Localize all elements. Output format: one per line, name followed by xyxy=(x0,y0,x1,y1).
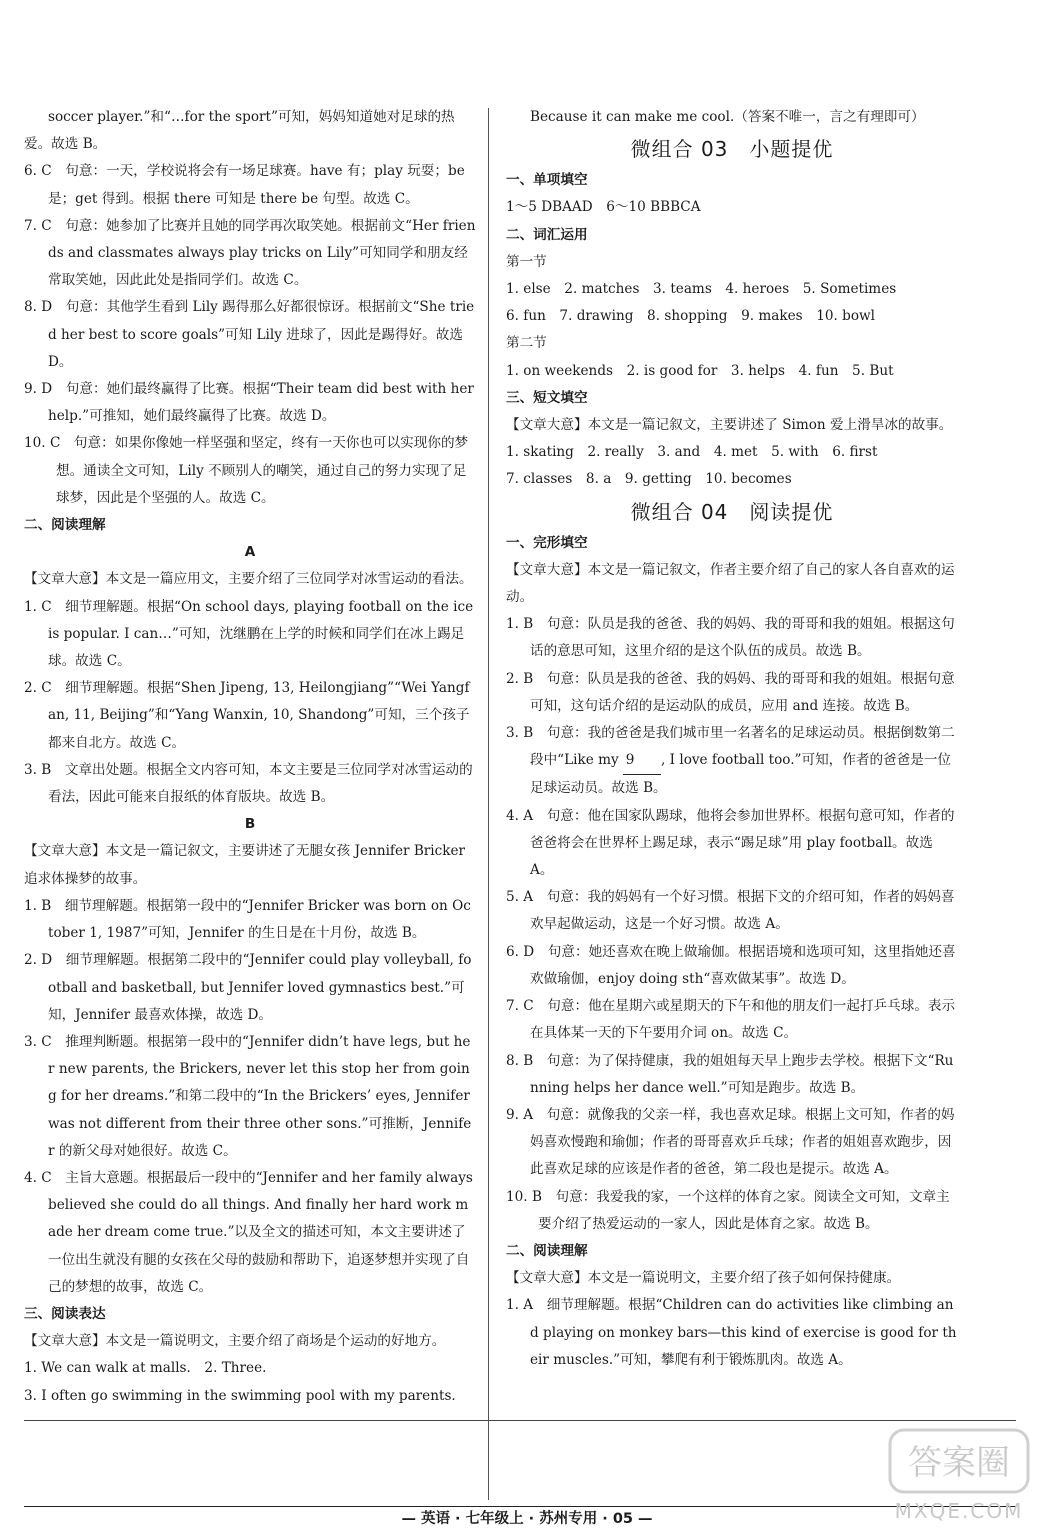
answer-line: 1. skating 2. really 3. and 4. met 5. with 6. first xyxy=(506,444,878,461)
answer-item: 3. B 文章出处题。根据全文内容可知，本文主要是三位同学对冰雪运动的看法，因此可能来自报纸的体育版块。故选 B。 xyxy=(24,761,473,806)
summary: 【文章大意】本文是一篇说明文，主要介绍了孩子如何保持健康。 xyxy=(506,1270,901,1287)
answer-line: 1. on weekends 2. is good for 3. helps 4. fun 5. But xyxy=(506,362,894,379)
summary-tag: 【文章大意】 xyxy=(506,561,588,578)
answer-item: 4. C 主旨大意题。根据最后一段中的“Jennifer and her family always believed she could do all things. And finally her hard work made her dream come true.”以及全文的描述可知，本文主要讲述了一位出生就没有腿的女孩在父母的鼓励和帮助下，追逐梦想并实现了自己的梦想的故事，故选 C。 xyxy=(24,1169,473,1295)
answer-item: 7. C 句意：他在星期六或星期天的下午和他的朋友们一起打乒乓球。表示在具体某一天的下午要用介词 on。故选 C。 xyxy=(506,998,956,1042)
passage-heading-b: B xyxy=(244,816,256,833)
answer-item: 6. D 句意：她还喜欢在晚上做瑜伽。根据语境和选项可知，这里指她还喜欢做瑜伽，enjoy doing sth“喜欢做某事”。故选 D。 xyxy=(506,943,956,987)
page-footer: — 英语 · 七年级上 · 苏州专用 · 05 — xyxy=(401,1511,653,1527)
section-heading: 一、单项填空 xyxy=(506,172,588,189)
answer-item: 4. A 句意：他在国家队踢球，他将会参加世界杯。根据句意可知，作者的爸爸将会在世界杯上踢足球，表示“踢足球”用 play football。故选 A。 xyxy=(506,807,955,879)
paragraph: soccer player.”和“…for the sport”可知，妈妈知道她对足球的热爱。故选 B。 xyxy=(24,109,455,153)
section-heading: 二、词汇运用 xyxy=(506,226,588,243)
answer-item: 2. B 句意：队员是我的爸爸、我的妈妈、我的哥哥和我的姐姐。根据句意可知，这句话介绍的是运动队的成员，应用 and 连接。故选 B。 xyxy=(506,670,955,714)
answer-item: 2. D 细节理解题。根据第二段中的“Jennifer could play volleyball, football and basketball, but Jennifer loved gymnastics best.”可知，Jennifer 最喜欢体操，故选 D。 xyxy=(24,952,472,1023)
section-heading: 二、阅读理解 xyxy=(506,1242,588,1259)
section-heading: 二、阅读理解 xyxy=(24,517,106,534)
left-column xyxy=(24,104,476,1410)
answer-item: 1. We can walk at malls. 2. Three. xyxy=(24,1360,267,1377)
answer-item: 5. A 句意：我的妈妈有一个好习惯。根据下文的介绍可知，作者的妈妈喜欢早起做运动，这是一个好习惯。故选 A。 xyxy=(506,889,955,933)
section-heading: 三、短文填空 xyxy=(506,389,588,406)
answer-item: 8. D 句意：其他学生看到 Lily 踢得那么好都很惊讶。根据前文“She tried her best to score goals”可知 Lily 进球了，因此是踢得好。故选 D。 xyxy=(24,299,475,370)
passage-heading-a: A xyxy=(244,544,256,561)
watermark-line2: MXQE.COM xyxy=(894,1499,1024,1523)
answer-item: 1. B 句意：队员是我的爸爸、我的妈妈、我的哥哥和我的姐姐。根据这句话的意思可知，这里介绍的是这个队伍的成员。故选 B。 xyxy=(506,616,955,660)
answer-item: 3. C 推理判断题。根据第一段中的“Jennifer didn’t have legs, but her new parents, the Brickers, never let this stop her from going for her dreams.”和第二段中的“In the Brickers’ eyes, Jennifer was not different from their three other sons.”可推断，Jennifer 的新父母对她很好。故选 C。 xyxy=(24,1033,472,1159)
sub-heading: 第一节 xyxy=(506,253,547,270)
answer-item: 8. B 句意：为了保持健康，我的姐姐每天早上跑步去学校。根据下文“Running helps her dance well.”可知是跑步。故选 B。 xyxy=(506,1052,954,1096)
answer-item: 9. A 句意：就像我的父亲一样，我也喜欢足球。根据上文可知，作者的妈妈喜欢慢跑和瑜伽；作者的哥哥喜欢乒乓球；作者的姐姐喜欢跑步，因此喜欢足球的应该是作者的爸爸，第二段也是提示。故选 A。 xyxy=(506,1106,955,1178)
answer-item: 9. D 句意：她们最终赢得了比赛。根据“Their team did best with her help.”可推知，她们最终赢得了比赛。故选 D。 xyxy=(24,381,474,425)
section-title-04: 微组合 04 阅读提优 xyxy=(630,499,834,524)
summary-tag: 【文章大意】 xyxy=(24,571,106,588)
right-column xyxy=(506,104,958,1374)
answer-item: 2. C 细节理解题。根据“Shen Jipeng, 13, Heilongjiang”“Wei Yangfan, 11, Beijing”和“Yang Wanxin, 10, Shandong”可知，三个孩子都来自北方。故选 C。 xyxy=(24,680,470,751)
watermark-line1: 答案圈 xyxy=(908,1443,1010,1483)
summary-tag: 【文章大意】 xyxy=(506,417,588,434)
answer-item: 6. C 句意：一天，学校说将会有一场足球赛。have 有；play 玩耍；be 是；get 得到。根据 there 可知是 there be 句型。故选 C。 xyxy=(24,163,465,207)
answer-item: 3. B 句意：我的爸爸是我们城市里一名著名的足球运动员。根据倒数第二段中“Like my 9 , I love football too.”可知，作者的爸爸是一位足球运动员。故选 B。 xyxy=(506,725,955,797)
summary-tag: 【文章大意】 xyxy=(506,1270,588,1287)
summary: 【文章大意】本文是一篇说明文，主要介绍了商场是个运动的好地方。 xyxy=(24,1333,446,1350)
answer-item: 10. B 句意：我爱我的家，一个这样的体育之家。阅读全文可知，文章主要介绍了热爱运动的一家人，因此是体育之家。故选 B。 xyxy=(506,1188,950,1232)
answer-continuation: Because it can make me cool.（答案不唯一，言之有理即可） xyxy=(530,109,925,125)
bottom-rule xyxy=(24,1420,1016,1421)
summary: 【文章大意】本文是一篇记叙文，主要讲述了无腿女孩 Jennifer Bricker 追求体操梦的故事。 xyxy=(24,843,466,887)
section-heading: 三、阅读表达 xyxy=(24,1305,106,1322)
watermark-logo xyxy=(874,1424,1044,1532)
column-divider xyxy=(488,108,489,1500)
answer-item: 7. C 句意：她参加了比赛并且她的同学再次取笑她。根据前文“Her friends and classmates always play tricks on Lily”可知同学和朋友经常取笑她，因此此处是指同学们。故选 C。 xyxy=(24,217,476,289)
answer-line: 6. fun 7. drawing 8. shopping 9. makes 10. bowl xyxy=(506,308,876,325)
answer-item: 1. C 细节理解题。根据“On school days, playing football on the ice is popular. I can…”可知，沈继鹏在上学的时候和同学们在冰上踢足球。故选 C。 xyxy=(24,598,474,670)
answer-line: 7. classes 8. a 9. getting 10. becomes xyxy=(506,471,792,488)
blank-number: 9 xyxy=(623,747,661,775)
summary-tag: 【文章大意】 xyxy=(24,1333,106,1350)
summary: 【文章大意】本文是一篇应用文，主要介绍了三位同学对冰雪运动的看法。 xyxy=(24,571,473,588)
section-heading: 一、完形填空 xyxy=(506,534,588,551)
answer-item: 3. I often go swimming in the swimming pool with my parents. xyxy=(24,1387,456,1404)
summary: 【文章大意】本文是一篇记叙文，作者主要介绍了自己的家人各自喜欢的运动。 xyxy=(506,561,955,606)
section-title-03: 微组合 03 小题提优 xyxy=(630,137,834,162)
answer-item: 1. B 细节理解题。根据第一段中的“Jennifer Bricker was born on October 1, 1987”可知，Jennifer 的生日是在十月份，故选 B。 xyxy=(24,897,471,942)
summary-tag: 【文章大意】 xyxy=(24,843,106,860)
footer-rule xyxy=(24,1506,1016,1507)
answer-line: 1. else 2. matches 3. teams 4. heroes 5. Sometimes xyxy=(506,281,897,298)
answer-item: 10. C 句意：如果你像她一样坚强和坚定，终有一天你也可以实现你的梦想。通读全文可知，Lily 不顾别人的嘲笑，通过自己的努力实现了足球梦，因此是个坚强的人。故选 C。 xyxy=(24,435,469,506)
summary: 【文章大意】本文是一篇记叙文，主要讲述了 Simon 爱上滑旱冰的故事。 xyxy=(506,417,953,434)
sub-heading: 第二节 xyxy=(506,335,547,352)
answer-item: 1. A 细节理解题。根据“Children can do activities like climbing and playing on monkey bars—this kind of exercise is good for their muscles.”可知，攀爬有利于锻炼肌肉。故选 A。 xyxy=(506,1297,957,1368)
answer-line: 1～5 DBAAD 6～10 BBBCA xyxy=(506,199,701,216)
